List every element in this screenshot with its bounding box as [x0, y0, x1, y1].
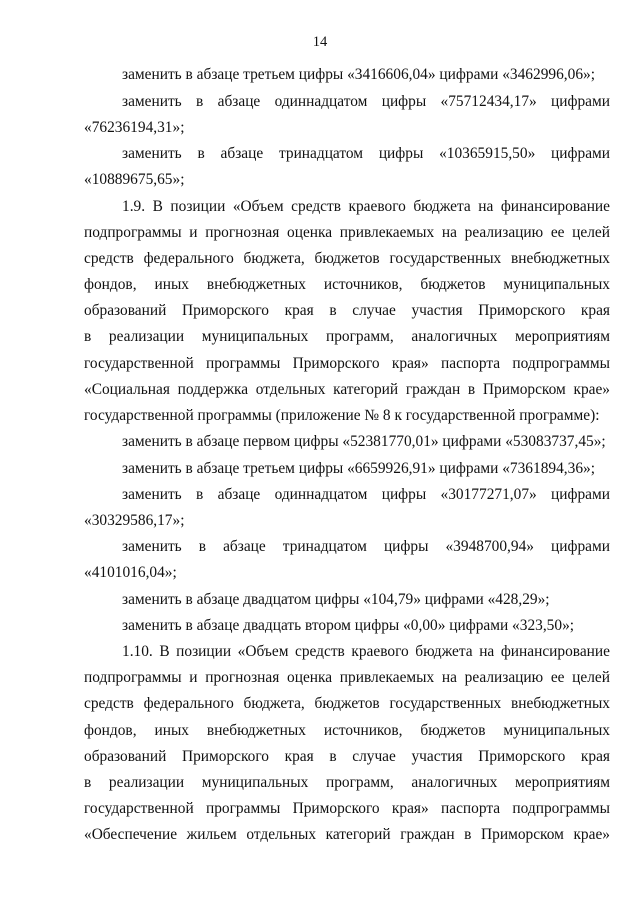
text-line: заменить в абзаце тринадцатом цифры «3948700,94» цифрами: [122, 538, 610, 555]
text-line: заменить в абзаце двадцатом цифры «104,79» цифрами «428,29»;: [122, 591, 550, 608]
text-line: «4101016,04»;: [84, 564, 177, 581]
page-number: 14: [312, 34, 328, 50]
text-line: «10889675,65»;: [84, 171, 185, 188]
text-line: заменить в абзаце двадцать втором цифры «0,00» цифрами «323,50»;: [122, 617, 575, 634]
text-line: подпрограммы и прогнозная оценка привлекаемых на реализацию ее целей: [84, 669, 610, 686]
text-line: фондов, иных внебюджетных источников, бюджетов муниципальных: [84, 722, 610, 739]
text-line: образований Приморского края в случае участия Приморского края: [84, 302, 610, 319]
text-line: средств федерального бюджета, бюджетов государственных внебюджетных: [84, 250, 610, 267]
text-line: заменить в абзаце третьем цифры «3416606,04» цифрами «3462996,06»;: [122, 66, 595, 83]
text-line: средств федерального бюджета, бюджетов государственных внебюджетных: [84, 695, 610, 712]
text-line: «30329586,17»;: [84, 512, 185, 529]
text-line: подпрограммы и прогнозная оценка привлекаемых на реализацию ее целей: [84, 224, 610, 241]
text-line: в реализации муниципальных программ, аналогичных мероприятиям: [84, 328, 610, 345]
text-line: в реализации муниципальных программ, аналогичных мероприятиям: [84, 774, 610, 791]
text-line: заменить в абзаце первом цифры «52381770,01» цифрами «53083737,45»;: [122, 433, 606, 450]
text-line: «76236194,31»;: [84, 119, 185, 136]
text-line: заменить в абзаце тринадцатом цифры «10365915,50» цифрами: [122, 145, 610, 162]
text-line: фондов, иных внебюджетных источников, бюджетов муниципальных: [84, 276, 610, 293]
text-line: заменить в абзаце одиннадцатом цифры «75712434,17» цифрами: [122, 93, 610, 110]
text-line: государственной программы Приморского края» паспорта подпрограммы: [84, 355, 610, 372]
text-line: «Социальная поддержка отдельных категорий граждан в Приморском крае»: [84, 381, 610, 398]
text-line: 1.10. В позиции «Объем средств краевого бюджета на финансирование: [122, 643, 610, 660]
text-line: 1.9. В позиции «Объем средств краевого бюджета на финансирование: [122, 198, 610, 215]
text-line: государственной программы Приморского края» паспорта подпрограммы: [84, 800, 610, 817]
text-line: образований Приморского края в случае участия Приморского края: [84, 748, 610, 765]
text-line: заменить в абзаце одиннадцатом цифры «30177271,07» цифрами: [122, 486, 610, 503]
text-line: «Обеспечение жильем отдельных категорий граждан в Приморском крае»: [84, 826, 610, 843]
text-line: заменить в абзаце третьем цифры «6659926,91» цифрами «7361894,36»;: [122, 460, 595, 477]
text-line: государственной программы (приложение № 8 к государственной программе):: [84, 407, 600, 424]
